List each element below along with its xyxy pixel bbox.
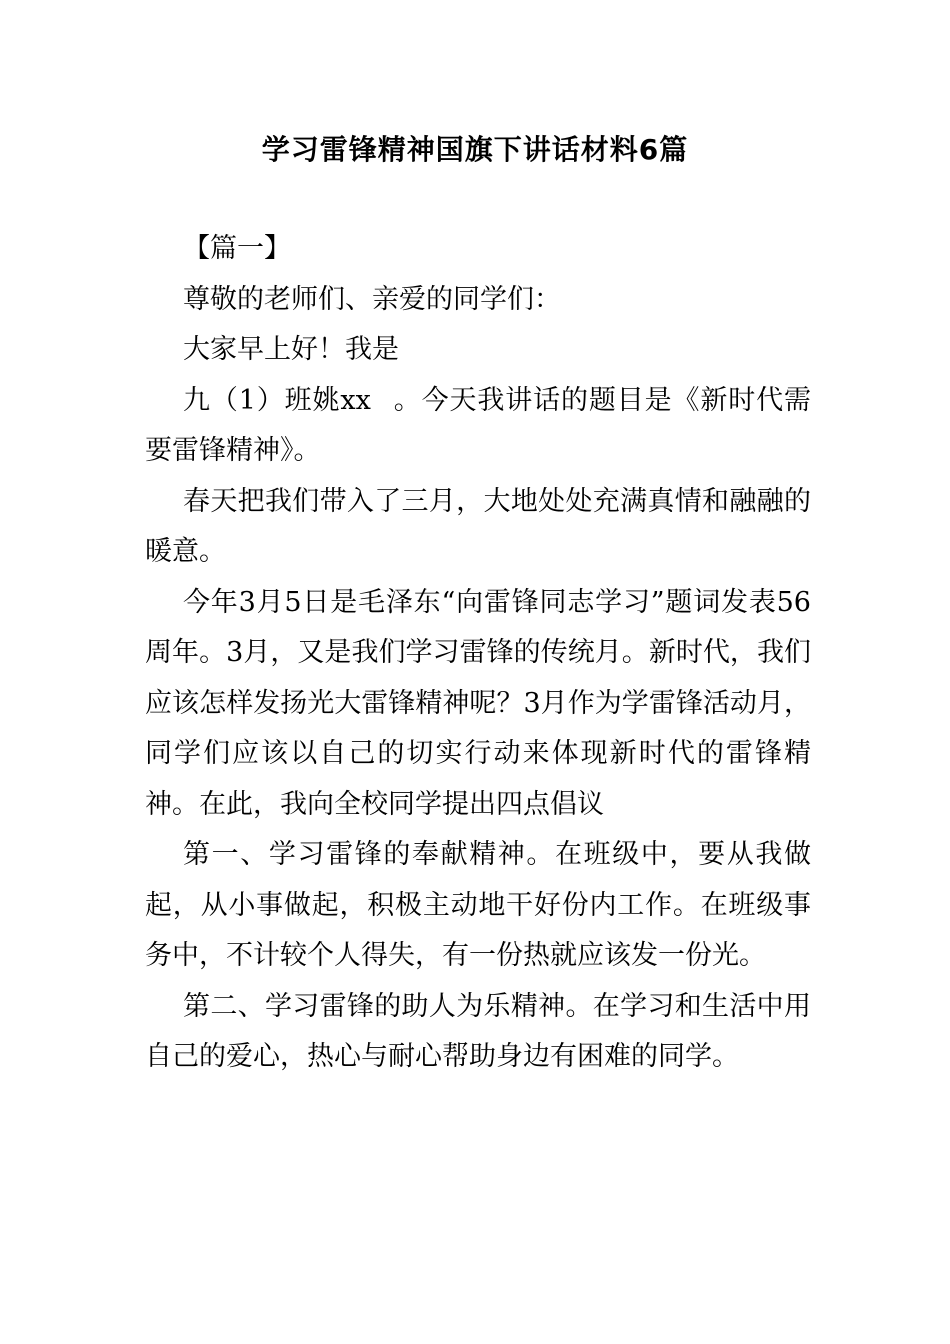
opening-paragraph: 大家早上好！我是	[183, 334, 399, 365]
section-heading: 【篇一】	[183, 233, 291, 264]
body-paragraph: 第一、学习雷锋的奉献精神。在班级中，要从我做起，从小事做起，积极主动地干好份内工作。在班级事务中，不计较个人得失，有一份热就应该发一份光。	[145, 839, 811, 971]
body-paragraph: 春天把我们带入了三月，大地处处充满真情和融融的暖意。	[145, 485, 811, 567]
intro-prefix: 九（1）班姚xx	[183, 384, 371, 416]
intro-suffix: 。今天我讲话的题目是《新时代需要雷锋精神》。	[145, 384, 812, 466]
body-paragraph: 今年3月5日是毛泽东“向雷锋同志学习”题词发表56周年。3月，又是我们学习雷锋的传统月。新时代，我们应该怎样发扬光大雷锋精神呢？3月作为学雷锋活动月，同学们应该以自己的切实行动来体现新时代的雷锋精神。在此，我向全校同学提出四点倡议	[145, 586, 811, 820]
intro-paragraph	[145, 376, 811, 477]
body-paragraph: 第二、学习雷锋的助人为乐精神。在学习和生活中用自己的爱心，热心与耐心帮助身边有困难的同学。	[145, 990, 811, 1072]
greeting-paragraph: 尊敬的老师们、亲爱的同学们：	[183, 283, 561, 315]
document-body	[145, 224, 811, 1083]
document-title: 学习雷锋精神国旗下讲话材料6篇	[261, 133, 689, 166]
